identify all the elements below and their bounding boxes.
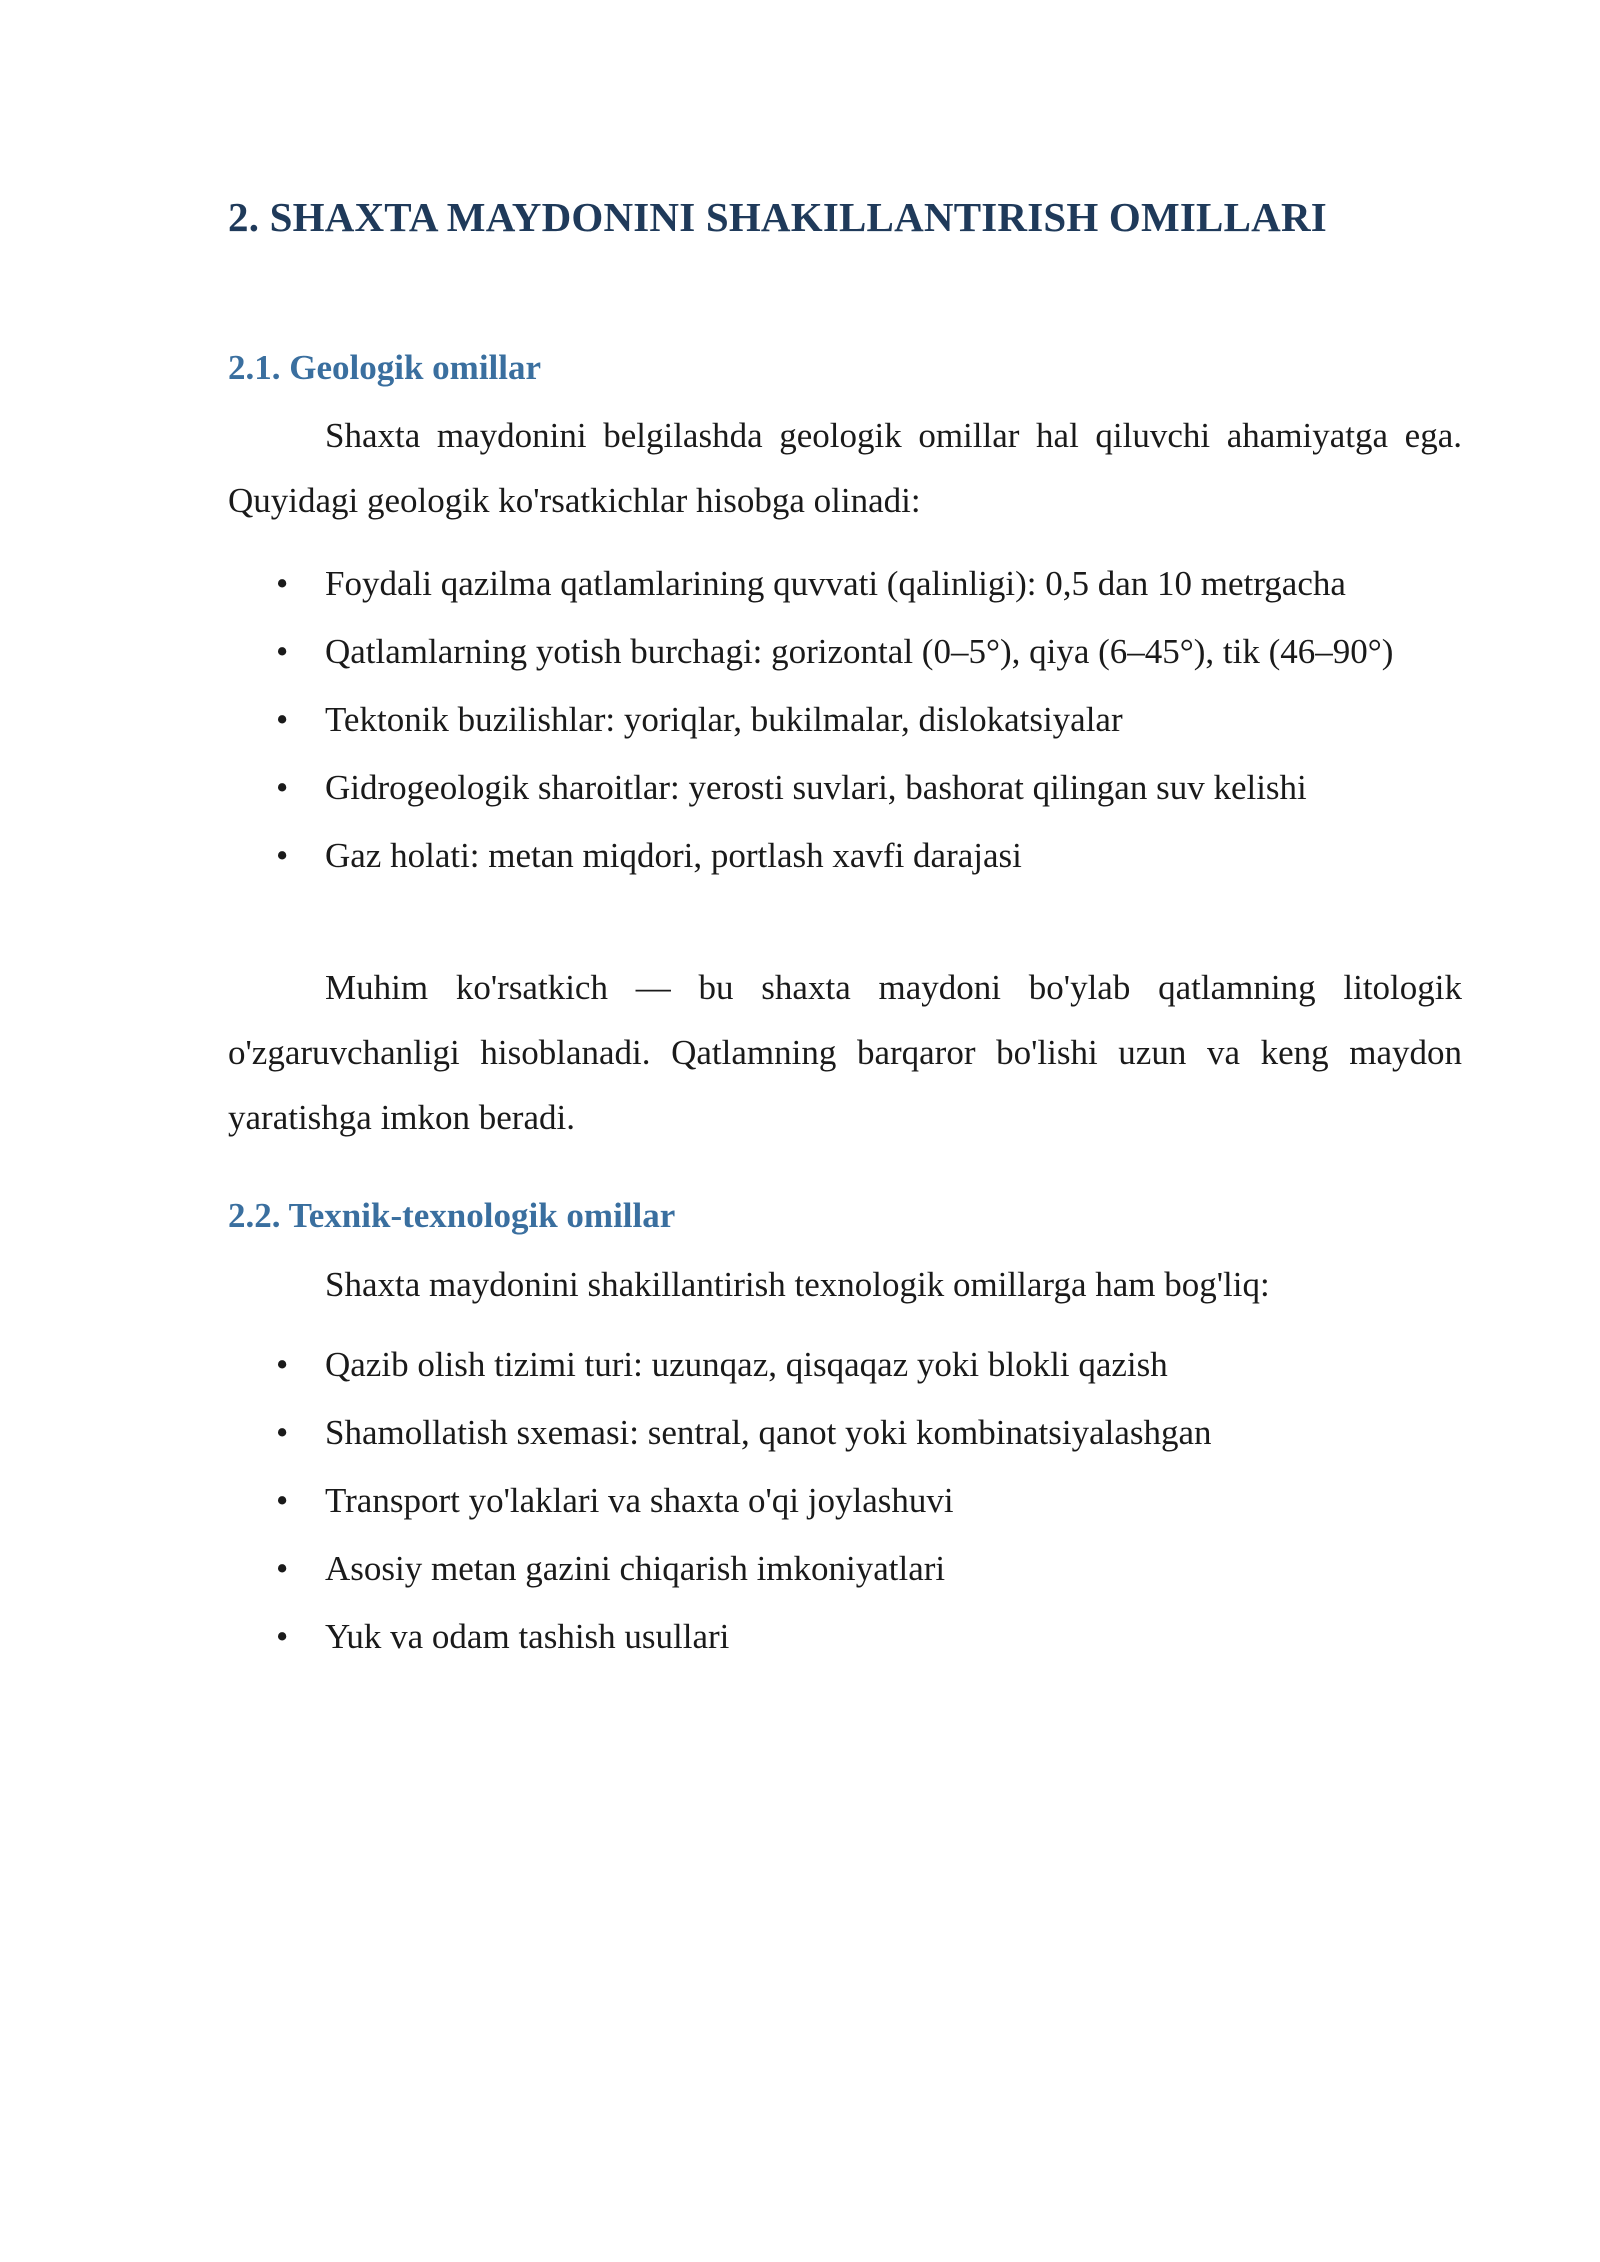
list-item	[228, 692, 1462, 748]
list-item	[228, 556, 1462, 612]
list-item	[228, 760, 1462, 816]
section-heading-geologik: 2.1. Geologik omillar	[228, 348, 542, 387]
list-item	[228, 1405, 1462, 1461]
section-outro-paragraph: Muhim ko'rsatkich — bu shaxta maydoni bo'ylab qatlamning litologik o'zgaruvchanligi hisoblanadi. Qatlamning barqaror bo'lishi uzun va keng maydon yaratishga imkon beradi.	[228, 968, 1462, 1137]
list-item-text: Transport yo'laklari va shaxta o'qi joylashuvi	[325, 1481, 954, 1520]
list-item-text: Shamollatish sxemasi: sentral, qanot yoki kombinatsiyalashgan	[325, 1413, 1212, 1452]
bullet-icon: •	[276, 768, 289, 807]
list-item-text: Tektonik buzilishlar: yoriqlar, bukilmalar, dislokatsiyalar	[325, 700, 1123, 739]
list-item-text: Foydali qazilma qatlamlarining quvvati (qalinligi): 0,5 dan 10 metrgacha	[325, 564, 1346, 603]
bullet-icon: •	[276, 632, 289, 671]
list-item-text: Gaz holati: metan miqdori, portlash xavfi darajasi	[325, 836, 1022, 875]
list-item	[228, 1609, 1462, 1665]
list-item	[228, 624, 1462, 680]
bullet-icon: •	[276, 1413, 289, 1452]
bullet-icon: •	[276, 1345, 289, 1384]
bullet-icon: •	[276, 700, 289, 739]
texnik-bullet-list	[228, 1337, 1462, 1677]
section-intro-paragraph: Shaxta maydonini shakillantirish texnologik omillarga ham bog'liq:	[325, 1265, 1270, 1304]
section-heading-texnik: 2.2. Texnik-texnologik omillar	[228, 1196, 676, 1235]
list-item-text: Qazib olish tizimi turi: uzunqaz, qisqaqaz yoki blokli qazish	[325, 1345, 1168, 1384]
section-intro-paragraph: Shaxta maydonini belgilashda geologik omillar hal qiluvchi ahamiyatga ega. Quyidagi geologik ko'rsatkichlar hisobga olinadi:	[228, 416, 1462, 520]
list-item-text: Yuk va odam tashish usullari	[325, 1617, 730, 1656]
list-item-text: Asosiy metan gazini chiqarish imkoniyatlari	[325, 1549, 946, 1588]
list-item	[228, 1541, 1462, 1597]
bullet-icon: •	[276, 836, 289, 875]
list-item-text: Qatlamlarning yotish burchagi: gorizontal (0–5°), qiya (6–45°), tik (46–90°)	[325, 632, 1394, 671]
list-item-text: Gidrogeologik sharoitlar: yerosti suvlari, bashorat qilingan suv kelishi	[325, 768, 1307, 807]
bullet-icon: •	[276, 564, 289, 603]
geologik-bullet-list	[228, 556, 1462, 896]
list-item	[228, 1473, 1462, 1529]
list-item	[228, 828, 1462, 884]
list-item	[228, 1337, 1462, 1393]
chapter-title: 2. SHAXTA MAYDONINI SHAKILLANTIRISH OMILLARI	[228, 194, 1327, 240]
bullet-icon: •	[276, 1617, 289, 1656]
bullet-icon: •	[276, 1481, 289, 1520]
bullet-icon: •	[276, 1549, 289, 1588]
